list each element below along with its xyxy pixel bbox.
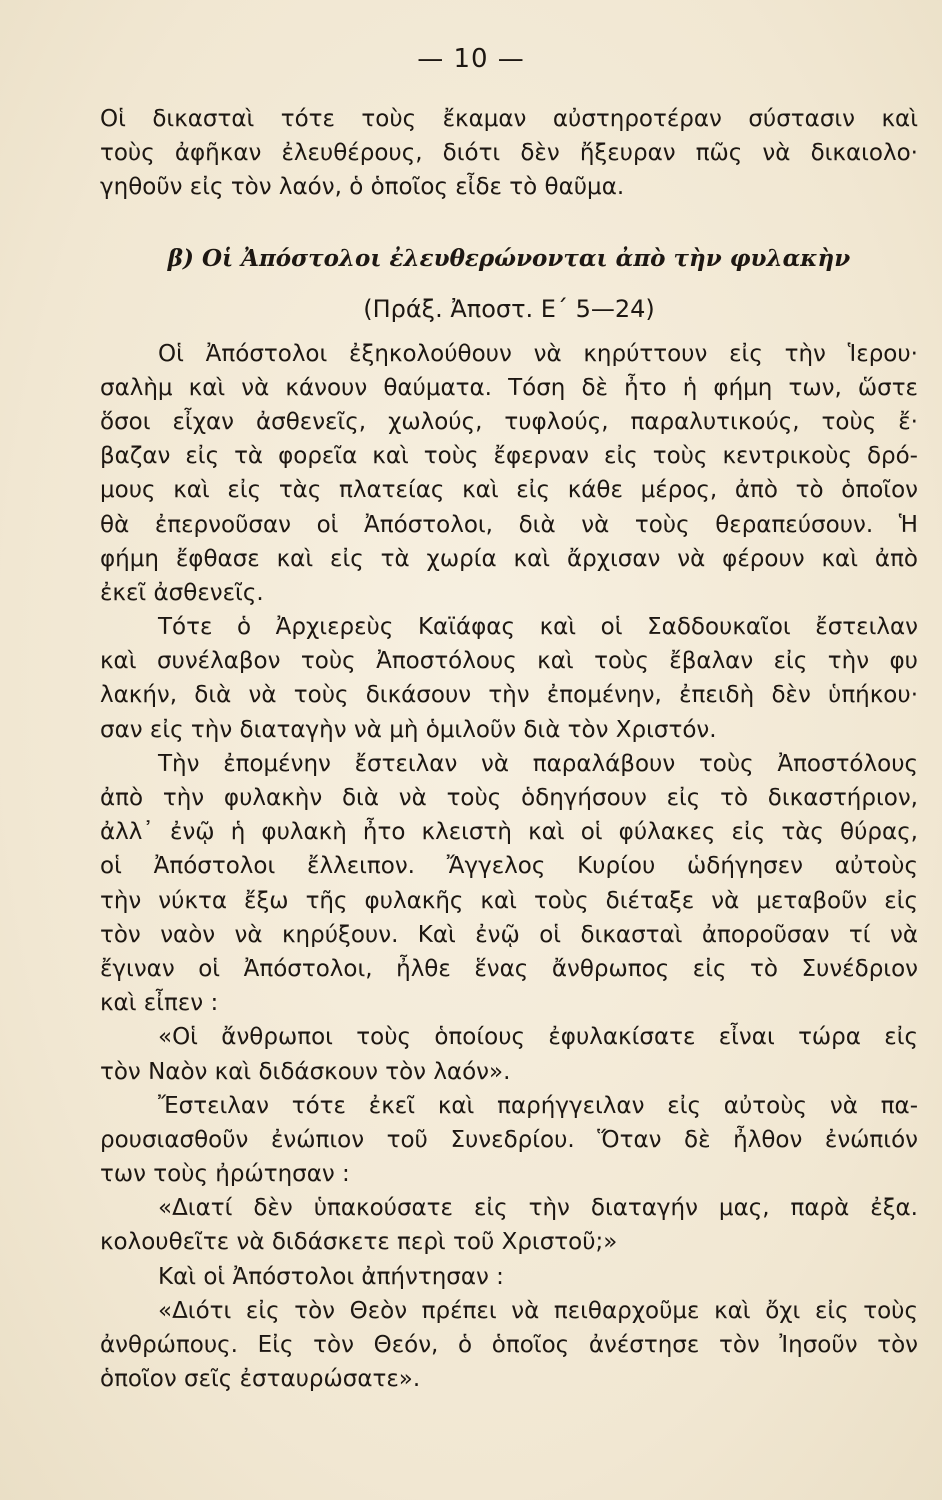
quotation xyxy=(100,1191,918,1259)
page-number: — 10 — xyxy=(417,44,525,74)
text-line: ἔγιναν οἱ Ἀπόστολοι, ἦλθε ἕνας ἄνθρωπος εἰς τὸ Συνέδριον xyxy=(100,955,918,982)
paragraph xyxy=(100,337,918,611)
text-line: των τοὺς ἠρώτησαν : xyxy=(100,1161,350,1188)
text-line: φήμη ἔφθασε καὶ εἰς τὰ χωρία καὶ ἄρχισαν νὰ φέρουν καὶ ἀπὸ xyxy=(100,545,918,572)
text-line: ὅσοι εἶχαν ἀσθενεῖς, χωλούς, τυφλούς, παραλυτικούς, τοὺς ἔ· xyxy=(100,408,918,435)
section-heading: β) Οἱ Ἀπόστολοι ἐλευθερώνονται ἀπὸ τὴν φυλακὴν xyxy=(167,244,851,272)
text-line: μους καὶ εἰς τὰς πλατείας καὶ εἰς κάθε μέρος, ἀπὸ τὸ ὁποῖον xyxy=(100,477,918,504)
text-line: λακήν, διὰ νὰ τοὺς δικάσουν τὴν ἐπομένην, ἐπειδὴ δὲν ὑπήκου· xyxy=(100,682,918,709)
opening-paragraph xyxy=(100,102,918,205)
text-line: ἀλλ᾽ ἐνῷ ἡ φυλακὴ ἦτο κλειστὴ καὶ οἱ φύλακες εἰς τὰς θύρας, xyxy=(100,819,918,846)
text-line: τὴν νύκτα ἔξω τῆς φυλακῆς καὶ τοὺς διέταξε νὰ μεταβοῦν εἰς xyxy=(100,887,918,914)
text-line: ρουσιασθοῦν ἐνώπιον τοῦ Συνεδρίου. Ὅταν δὲ ἦλθον ἐνώπιόν xyxy=(100,1126,918,1153)
scripture-reference: (Πράξ. Ἀποστ. Ε΄ 5—24) xyxy=(363,294,655,323)
text-line: Οἱ δικασταὶ τότε τοὺς ἔκαμαν αὐστηροτέραν σύστασιν καὶ xyxy=(100,106,918,132)
text-line: τὸν ναὸν νὰ κηρύξουν. Καὶ ἐνῷ οἱ δικασταὶ ἀποροῦσαν τί νὰ xyxy=(100,921,918,948)
paragraph xyxy=(100,1089,918,1192)
text-line: καὶ συνέλαβον τοὺς Ἀποστόλους καὶ τοὺς ἔβαλαν εἰς τὴν φυ xyxy=(100,648,918,675)
text-line: ἀπὸ τὴν φυλακὴν διὰ νὰ τοὺς ὁδηγήσουν εἰς τὸ δικαστήριον, xyxy=(100,785,918,811)
text-line: Οἱ Ἀπόστολοι ἐξηκολούθουν νὰ κηρύττουν εἰς τὴν Ἱερου· xyxy=(158,340,918,367)
quotation xyxy=(100,1020,918,1088)
text-line: τοὺς ἀφῆκαν ἐλευθέρους, διότι δὲν ἤξευραν πῶς νὰ δικαιολο· xyxy=(100,140,918,167)
text-line: θὰ ἐπερνοῦσαν οἱ Ἀπόστολοι, διὰ νὰ τοὺς θεραπεύσουν. Ἡ xyxy=(100,511,918,538)
body-text xyxy=(100,102,918,1396)
text-line: ἐκεῖ ἀσθενεῖς. xyxy=(100,579,264,606)
text-line: ἀνθρώπους. Εἰς τὸν Θεόν, ὁ ὁποῖος ἀνέστησε τὸν Ἰησοῦν τὸν xyxy=(100,1332,918,1358)
text-line: ὁποῖον σεῖς ἐσταυρώσατε». xyxy=(100,1366,421,1393)
text-line: τὸν Ναὸν καὶ διδάσκουν τὸν λαόν». xyxy=(100,1058,511,1085)
paragraph xyxy=(100,610,918,747)
text-line: Τὴν ἐπομένην ἔστειλαν νὰ παραλάβουν τοὺς Ἀποστόλους xyxy=(158,750,918,777)
text-line: γηθοῦν εἰς τὸν λαόν, ὁ ὁποῖος εἶδε τὸ θαῦμα. xyxy=(100,174,625,201)
text-line: «Διατί δὲν ὑπακούσατε εἰς τὴν διαταγήν μας, παρὰ ἐξα. xyxy=(158,1195,918,1222)
paragraph xyxy=(100,747,918,1021)
text-line: σαν εἰς τὴν διαταγὴν νὰ μὴ ὁμιλοῦν διὰ τὸν Χριστόν. xyxy=(100,716,717,743)
text-line: Ἔστειλαν τότε ἐκεῖ καὶ παρήγγειλαν εἰς αὐτοὺς νὰ πα- xyxy=(158,1092,918,1119)
text-line: Καὶ οἱ Ἀπόστολοι ἀπήντησαν : xyxy=(158,1263,504,1290)
text-line: οἱ Ἀπόστολοι ἔλλειπον. Ἄγγελος Κυρίου ὡδήγησεν αὐτοὺς xyxy=(100,853,918,880)
text-line: βαζαν εἰς τὰ φορεῖα καὶ τοὺς ἔφερναν εἰς τοὺς κεντρικοὺς δρό- xyxy=(100,443,918,470)
text-line: σαλὴμ καὶ νὰ κάνουν θαύματα. Τόση δὲ ἦτο ἡ φήμη των, ὥστε xyxy=(100,374,918,401)
text-line: «Οἱ ἄνθρωποι τοὺς ὁποίους ἐφυλακίσατε εἶναι τώρα εἰς xyxy=(158,1024,918,1051)
paragraph xyxy=(100,1260,918,1294)
text-line: «Διότι εἰς τὸν Θεὸν πρέπει νὰ πειθαρχοῦμε καὶ ὄχι εἰς τοὺς xyxy=(158,1297,918,1324)
text-line: Τότε ὁ Ἀρχιερεὺς Καϊάφας καὶ οἱ Σαδδουκαῖοι ἔστειλαν xyxy=(158,614,918,641)
text-line: κολουθεῖτε νὰ διδάσκετε περὶ τοῦ Χριστοῦ;» xyxy=(100,1229,618,1256)
text-line: καὶ εἶπεν : xyxy=(100,990,219,1017)
quotation xyxy=(100,1294,918,1397)
